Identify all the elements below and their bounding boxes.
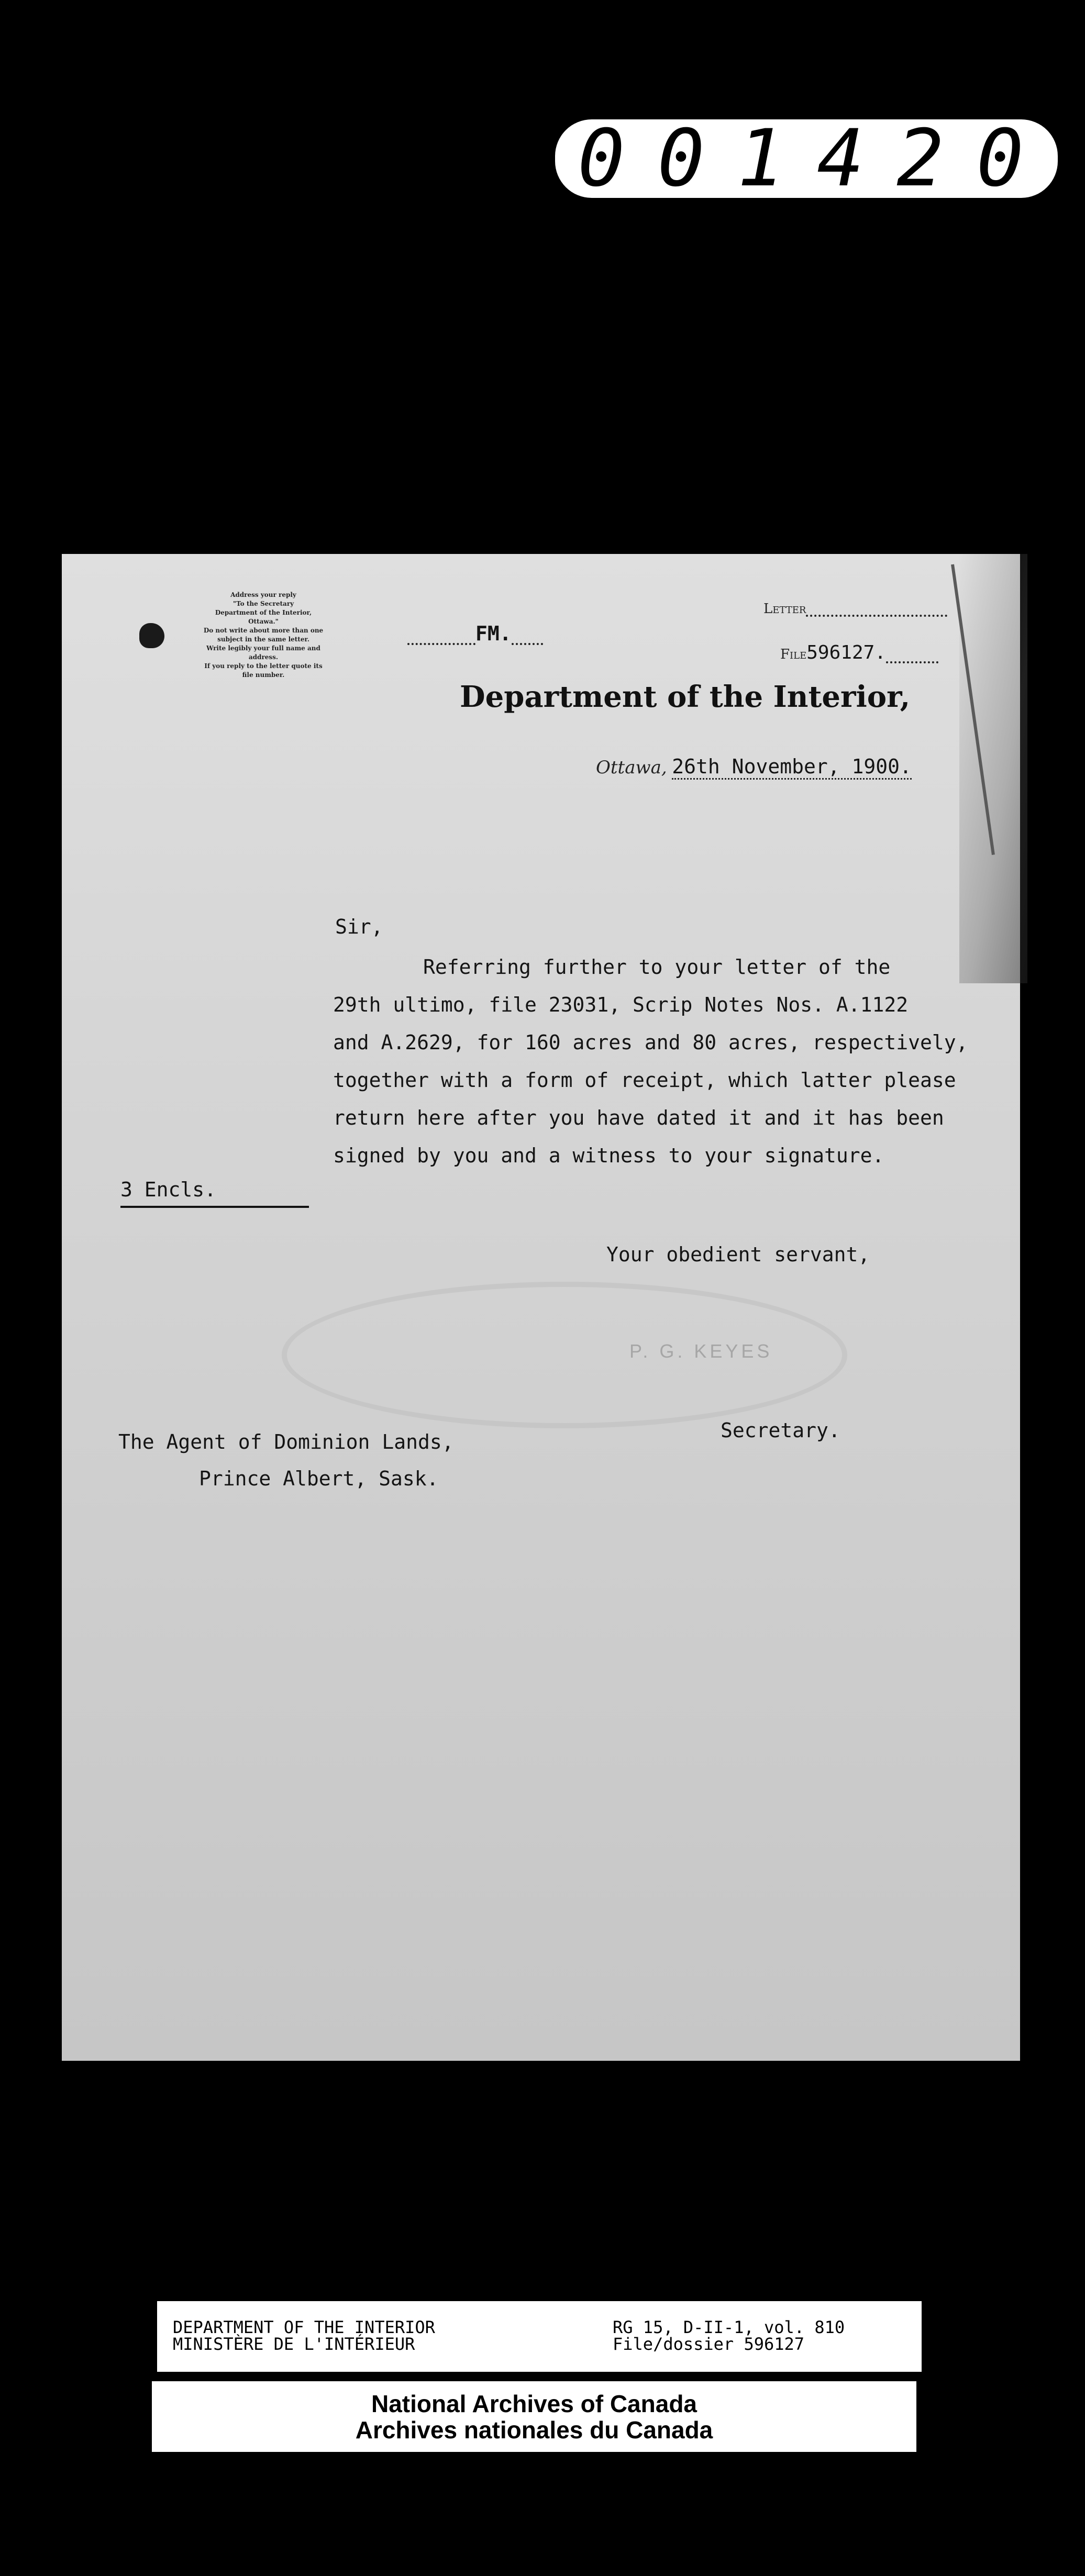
letter-ref-line — [763, 601, 947, 617]
body-line-5: return here after you have dated it and it has been — [333, 1106, 944, 1129]
body-line-3: and A.2629, for 160 acres and 80 acres, respectively, — [333, 1031, 968, 1054]
archive-name-en: National Archives of Canada — [371, 2390, 697, 2417]
salutation: Sir, — [335, 915, 383, 938]
department-fr: MINISTÈRE DE L'INTÉRIEUR — [173, 2334, 415, 2354]
archive-reference-label — [157, 2301, 922, 2372]
place: Ottawa, — [596, 757, 667, 778]
initials: FM. — [475, 622, 512, 645]
date: 26th November, 1900. — [672, 755, 912, 780]
enclosures: 3 Encls. — [120, 1178, 217, 1201]
body-line-4: together with a form of receipt, which latter please — [333, 1069, 956, 1092]
file-dossier: File/dossier 596127 — [613, 2334, 805, 2354]
body-line-6: signed by you and a witness to your signature. — [333, 1144, 884, 1167]
record-group: RG 15, D-II-1, vol. 810 — [613, 2317, 845, 2337]
letter-sheet — [62, 554, 1020, 2061]
addressee-line-2: Prince Albert, Sask. — [199, 1467, 439, 1490]
initials-line — [407, 622, 543, 645]
reply-instructions: Address your reply "To the Secretary Department of the Interior, Ottawa." Do not write about more than one subject in the same letter. Write legibly your full name and address. If you reply to the letter quote its file number. — [203, 591, 324, 679]
department-en: DEPARTMENT OF THE INTERIOR — [173, 2317, 435, 2337]
file-label: File — [780, 647, 807, 662]
body-line-2: 29th ultimo, file 23031, Scrip Notes Nos. A.1122 — [333, 993, 909, 1016]
department-heading: Department of the Interior, — [460, 680, 911, 714]
frame-number: 001420 — [555, 119, 1058, 198]
file-ref-line — [780, 642, 938, 663]
signature-stamp: P. G. KEYES — [629, 1340, 773, 1362]
archive-name-fr: Archives nationales du Canada — [355, 2416, 713, 2444]
archive-name-label — [152, 2381, 916, 2452]
letter-label: Letter — [763, 601, 806, 617]
page-fold-shadow — [959, 554, 1027, 983]
file-number: 596127. — [806, 642, 886, 663]
body-line-1: Referring further to your letter of the — [423, 956, 891, 979]
signatory-title: Secretary. — [721, 1419, 840, 1442]
closing: Your obedient servant, — [606, 1243, 870, 1266]
addressee-line-1: The Agent of Dominion Lands, — [118, 1430, 454, 1453]
punch-hole-icon — [139, 623, 164, 648]
enclosures-underline — [120, 1206, 309, 1208]
date-line — [596, 755, 912, 780]
